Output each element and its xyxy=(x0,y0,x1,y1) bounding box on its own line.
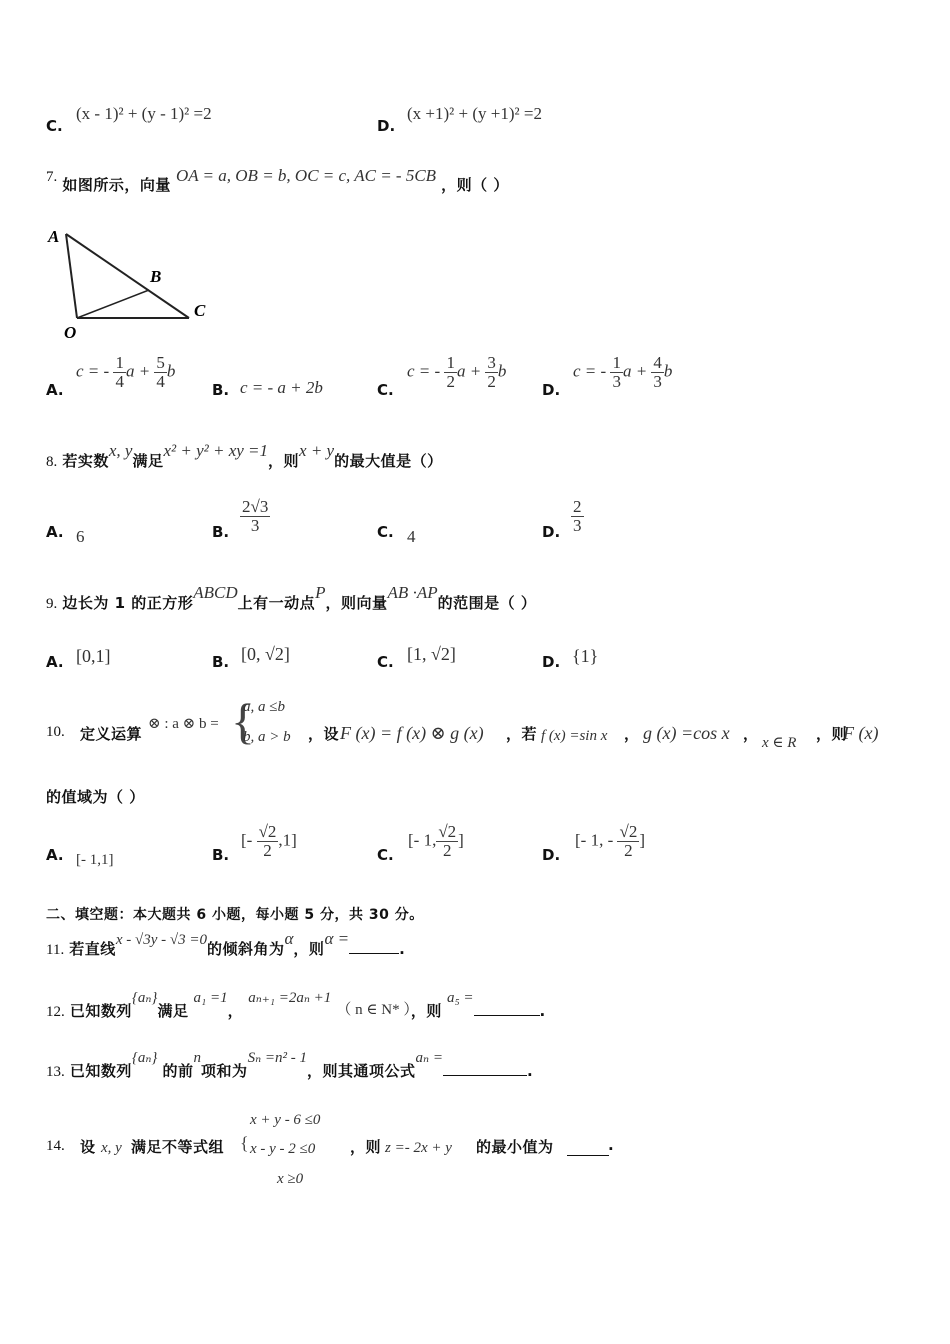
q14-text-3: ，则 xyxy=(350,1138,382,1156)
frac-num: 1 xyxy=(446,353,455,372)
q8-stem xyxy=(46,440,443,470)
q7-option-c-label: C. xyxy=(377,381,394,399)
q7-option-b-label: B. xyxy=(212,381,230,399)
q9-option-a-value: [0,1] xyxy=(76,646,111,666)
q7-d-frac2 xyxy=(651,354,664,391)
q12-sep: ， xyxy=(227,1002,244,1020)
frac-num: 1 xyxy=(115,353,124,372)
q14-text-2: 满足不等式组 xyxy=(131,1138,225,1156)
q13-text-4: ，则其通项公式 xyxy=(307,1062,416,1080)
q10-d-post: ] xyxy=(639,830,645,850)
q8-d-frac xyxy=(571,498,584,535)
frac-den: 4 xyxy=(115,371,124,391)
q8-option-a-value: 6 xyxy=(76,527,85,546)
q7-c-frac1 xyxy=(444,354,457,391)
q7-option-a-expr xyxy=(76,354,175,391)
q10-case-1: a, a ≤b xyxy=(243,699,285,715)
q12-stem xyxy=(46,986,546,1020)
q13-sequence: {aₙ} xyxy=(131,1050,158,1066)
q12-number: 12. xyxy=(46,1004,65,1020)
q7-d-post: b xyxy=(663,361,673,381)
q7-text-b: ，则（ ） xyxy=(441,176,509,194)
q12-text-3: ，则 xyxy=(410,1002,442,1020)
frac-num: 2√3 xyxy=(242,497,269,516)
q10-option-a-value: [- 1,1] xyxy=(76,852,114,868)
q8-number: 8. xyxy=(46,454,58,470)
q8-option-b-label: B. xyxy=(212,523,230,541)
q13-text-3: 项和为 xyxy=(201,1062,248,1080)
q14-inequality-3: x ≥0 xyxy=(277,1171,304,1187)
line-ob xyxy=(77,290,149,318)
q9-stem xyxy=(46,582,537,612)
frac-den: 3 xyxy=(612,371,621,391)
q14-answer-blank[interactable] xyxy=(567,1141,609,1156)
q9-text-4: 的范围是（ ） xyxy=(437,594,537,612)
q10-sep-1: ， xyxy=(624,725,640,743)
q7-d-frac1 xyxy=(610,354,623,391)
q13-end: . xyxy=(526,1062,534,1080)
q7-stem xyxy=(46,165,509,194)
q8-target: x + y xyxy=(299,441,335,460)
frac-num: 1 xyxy=(612,353,621,372)
q13-n: n xyxy=(193,1050,202,1066)
q10-option-c-value xyxy=(408,823,464,860)
q14-text-1: 设 xyxy=(80,1138,96,1156)
frac-den: 2 xyxy=(263,840,272,860)
q13-an-prompt: aₙ = xyxy=(415,1050,443,1066)
q9-option-a-label: A. xyxy=(46,653,64,671)
q11-text-3: ，则 xyxy=(293,940,325,958)
q8-text-1: 若实数 xyxy=(62,452,109,470)
section-2-title: 二、填空题：本大题共 6 小题，每小题 5 分，共 30 分。 xyxy=(46,907,424,923)
q7-option-b-expr: c = - a + 2b xyxy=(240,378,323,397)
q7-a-frac1 xyxy=(113,354,126,391)
frac-den: 2 xyxy=(624,840,633,860)
q11-number: 11. xyxy=(46,942,65,958)
q10-case-2: b, a > b xyxy=(243,729,291,745)
q7-option-c-expr xyxy=(407,354,506,391)
point-c-label: C xyxy=(194,301,206,320)
q9-option-b-value: [0, √2] xyxy=(241,644,290,664)
q10-g: g (x) =cos x xyxy=(643,723,730,743)
q10-f: f (x) =sin x xyxy=(541,728,608,744)
q9-expr: AB ·AP xyxy=(387,583,438,602)
q11-alpha: α xyxy=(284,929,294,948)
q10-option-c-label: C. xyxy=(377,846,394,864)
q7-condition: OA = a, OB = b, OC = c, AC = - 5CB xyxy=(175,166,437,185)
q11-text-2: 的倾斜角为 xyxy=(206,940,285,958)
q14-vars: x, y xyxy=(101,1140,122,1156)
q14-end: . xyxy=(608,1136,615,1154)
q10-number: 10. xyxy=(46,724,65,740)
q10-option-b-value xyxy=(241,823,297,860)
frac-den: 3 xyxy=(250,515,260,535)
q7-c-frac2 xyxy=(485,354,498,391)
q6-option-d-label: D. xyxy=(377,117,396,135)
q10-definition: F (x) = f (x) ⊗ g (x) xyxy=(340,723,484,743)
q8-vars: x, y xyxy=(108,441,133,460)
q10-b-post: ,1] xyxy=(278,830,297,850)
q11-answer-prompt: α = xyxy=(324,929,350,948)
q10-c-frac xyxy=(436,823,458,860)
frac-num: √2 xyxy=(619,822,638,841)
frac-den: 2 xyxy=(487,371,496,391)
q14-brace: { xyxy=(240,1133,249,1153)
q10-text-3: ，若 xyxy=(506,725,538,743)
q7-d-mid: a + xyxy=(622,361,652,381)
q12-a5-prompt: a₅ = xyxy=(446,990,474,1006)
q8-equation: x² + y² + xy =1 xyxy=(163,441,269,460)
q9-option-c-label: C. xyxy=(377,653,394,671)
q11-end: . xyxy=(399,940,406,958)
q12-condition: （ n ∈ N* ） xyxy=(336,1002,411,1018)
q7-c-post: b xyxy=(497,361,507,381)
q8-option-d-label: D. xyxy=(542,523,561,541)
q8-b-frac xyxy=(240,498,270,535)
q10-line-2: 的值域为（ ） xyxy=(46,788,145,806)
point-b-label: B xyxy=(150,267,162,286)
q9-point: P xyxy=(315,583,326,602)
frac-num: 5 xyxy=(156,353,165,372)
q9-option-c-value: [1, √2] xyxy=(407,644,456,664)
frac-den: 2 xyxy=(443,840,452,860)
q7-c-mid: a + xyxy=(456,361,486,381)
q12-text-1: 已知数列 xyxy=(69,1002,132,1020)
frac-den: 4 xyxy=(156,371,165,391)
q7-option-a-label: A. xyxy=(46,381,64,399)
q12-answer-blank[interactable] xyxy=(474,1001,540,1016)
frac-den: 2 xyxy=(446,371,455,391)
q7-a-post: b xyxy=(166,361,176,381)
q12-recurrence: aₙ₊₁ =2aₙ +1 xyxy=(248,990,332,1006)
q12-a1: a₁ =1 xyxy=(193,990,228,1006)
q10-option-d-label: D. xyxy=(542,846,561,864)
q10-option-a-label: A. xyxy=(46,846,64,864)
q10-b-frac xyxy=(257,823,279,860)
q10-option-d-value xyxy=(575,823,645,860)
q7-option-d-label: D. xyxy=(542,381,561,399)
q8-text-4: 的最大值是（） xyxy=(334,452,443,470)
q8-option-a-label: A. xyxy=(46,523,64,541)
q14-number: 14. xyxy=(46,1138,65,1154)
q10-brace: { xyxy=(231,693,255,749)
q12-sequence: {aₙ} xyxy=(131,990,158,1006)
q10-c-post: ] xyxy=(458,830,464,850)
q9-square: ABCD xyxy=(193,583,238,602)
q7-c-pre: c = - xyxy=(407,361,445,381)
q9-option-d-label: D. xyxy=(542,653,561,671)
q10-b-pre: [- xyxy=(241,830,257,850)
q7-option-d-expr xyxy=(573,354,672,391)
q13-text-1: 已知数列 xyxy=(69,1062,132,1080)
q9-option-b-label: B. xyxy=(212,653,230,671)
q13-stem xyxy=(46,1046,534,1080)
q9-text-2: 上有一动点 xyxy=(237,594,316,612)
q6-option-c-expr: (x - 1)² + (y - 1)² =2 xyxy=(76,104,212,123)
q12-end: . xyxy=(539,1002,546,1020)
q11-stem xyxy=(46,928,406,958)
q13-text-2: 的前 xyxy=(162,1062,194,1080)
q8-text-2: 满足 xyxy=(132,452,164,470)
q7-a-pre: c = - xyxy=(76,361,114,381)
q14-text-4: 的最小值为 xyxy=(476,1138,554,1156)
frac-num: 3 xyxy=(487,353,496,372)
q8-option-c-label: C. xyxy=(377,523,394,541)
frac-num: √2 xyxy=(258,822,277,841)
q11-text-1: 若直线 xyxy=(69,940,116,958)
q11-equation: x - √3y - √3 =0 xyxy=(115,932,207,948)
q7-a-frac2 xyxy=(154,354,167,391)
q9-option-d-value: {1} xyxy=(572,646,599,666)
q13-answer-blank[interactable] xyxy=(443,1061,527,1076)
q12-text-2: 满足 xyxy=(157,1002,189,1020)
q7-triangle-figure xyxy=(44,222,220,344)
q10-Fx: F (x) xyxy=(843,723,879,743)
q13-number: 13. xyxy=(46,1064,65,1080)
line-ac xyxy=(66,234,189,318)
q10-d-frac xyxy=(617,823,639,860)
q10-d-pre: [- 1, - xyxy=(575,830,618,850)
q7-a-mid: a + xyxy=(125,361,155,381)
q8-option-d-value xyxy=(571,498,584,535)
point-a-label: A xyxy=(48,227,60,246)
frac-den: 3 xyxy=(653,371,662,391)
frac-num: 2 xyxy=(573,497,582,516)
q10-sep-2: ， xyxy=(743,725,759,743)
q8-option-b-value xyxy=(240,498,270,535)
q7-d-pre: c = - xyxy=(573,361,611,381)
q7-number: 7. xyxy=(46,169,58,185)
frac-num: √2 xyxy=(438,822,457,841)
q10-domain: x ∈ R xyxy=(762,735,797,751)
q10-option-b-label: B. xyxy=(212,846,230,864)
q8-text-3: ，则 xyxy=(268,452,300,470)
q14-inequality-1: x + y - 6 ≤0 xyxy=(250,1112,321,1128)
q14-inequality-2: x - y - 2 ≤0 xyxy=(250,1141,316,1157)
q9-text-3: ，则向量 xyxy=(325,594,388,612)
q10-c-pre: [- 1, xyxy=(408,830,437,850)
frac-num: 4 xyxy=(653,353,662,372)
q8-option-c-value: 4 xyxy=(407,527,416,546)
frac-den: 3 xyxy=(573,515,582,535)
point-o-label: O xyxy=(64,323,77,342)
q9-text-1: 边长为 1 的正方形 xyxy=(62,594,194,612)
q10-operator: ⊗ : a ⊗ b = xyxy=(148,716,219,732)
q10-text-2: ，设 xyxy=(308,725,340,743)
q10-text-1: 定义运算 xyxy=(80,725,143,743)
q9-number: 9. xyxy=(46,596,58,612)
q11-answer-blank[interactable] xyxy=(349,939,399,954)
line-ao xyxy=(66,234,77,318)
q13-sum: Sₙ =n² - 1 xyxy=(247,1050,308,1066)
q10-text-4: ，则 xyxy=(816,725,848,743)
q14-objective: z =- 2x + y xyxy=(385,1140,452,1156)
q6-option-d-expr: (x +1)² + (y +1)² =2 xyxy=(407,104,542,123)
q6-option-c-label: C. xyxy=(46,117,63,135)
q7-text-a: 如图所示，向量 xyxy=(62,176,171,194)
